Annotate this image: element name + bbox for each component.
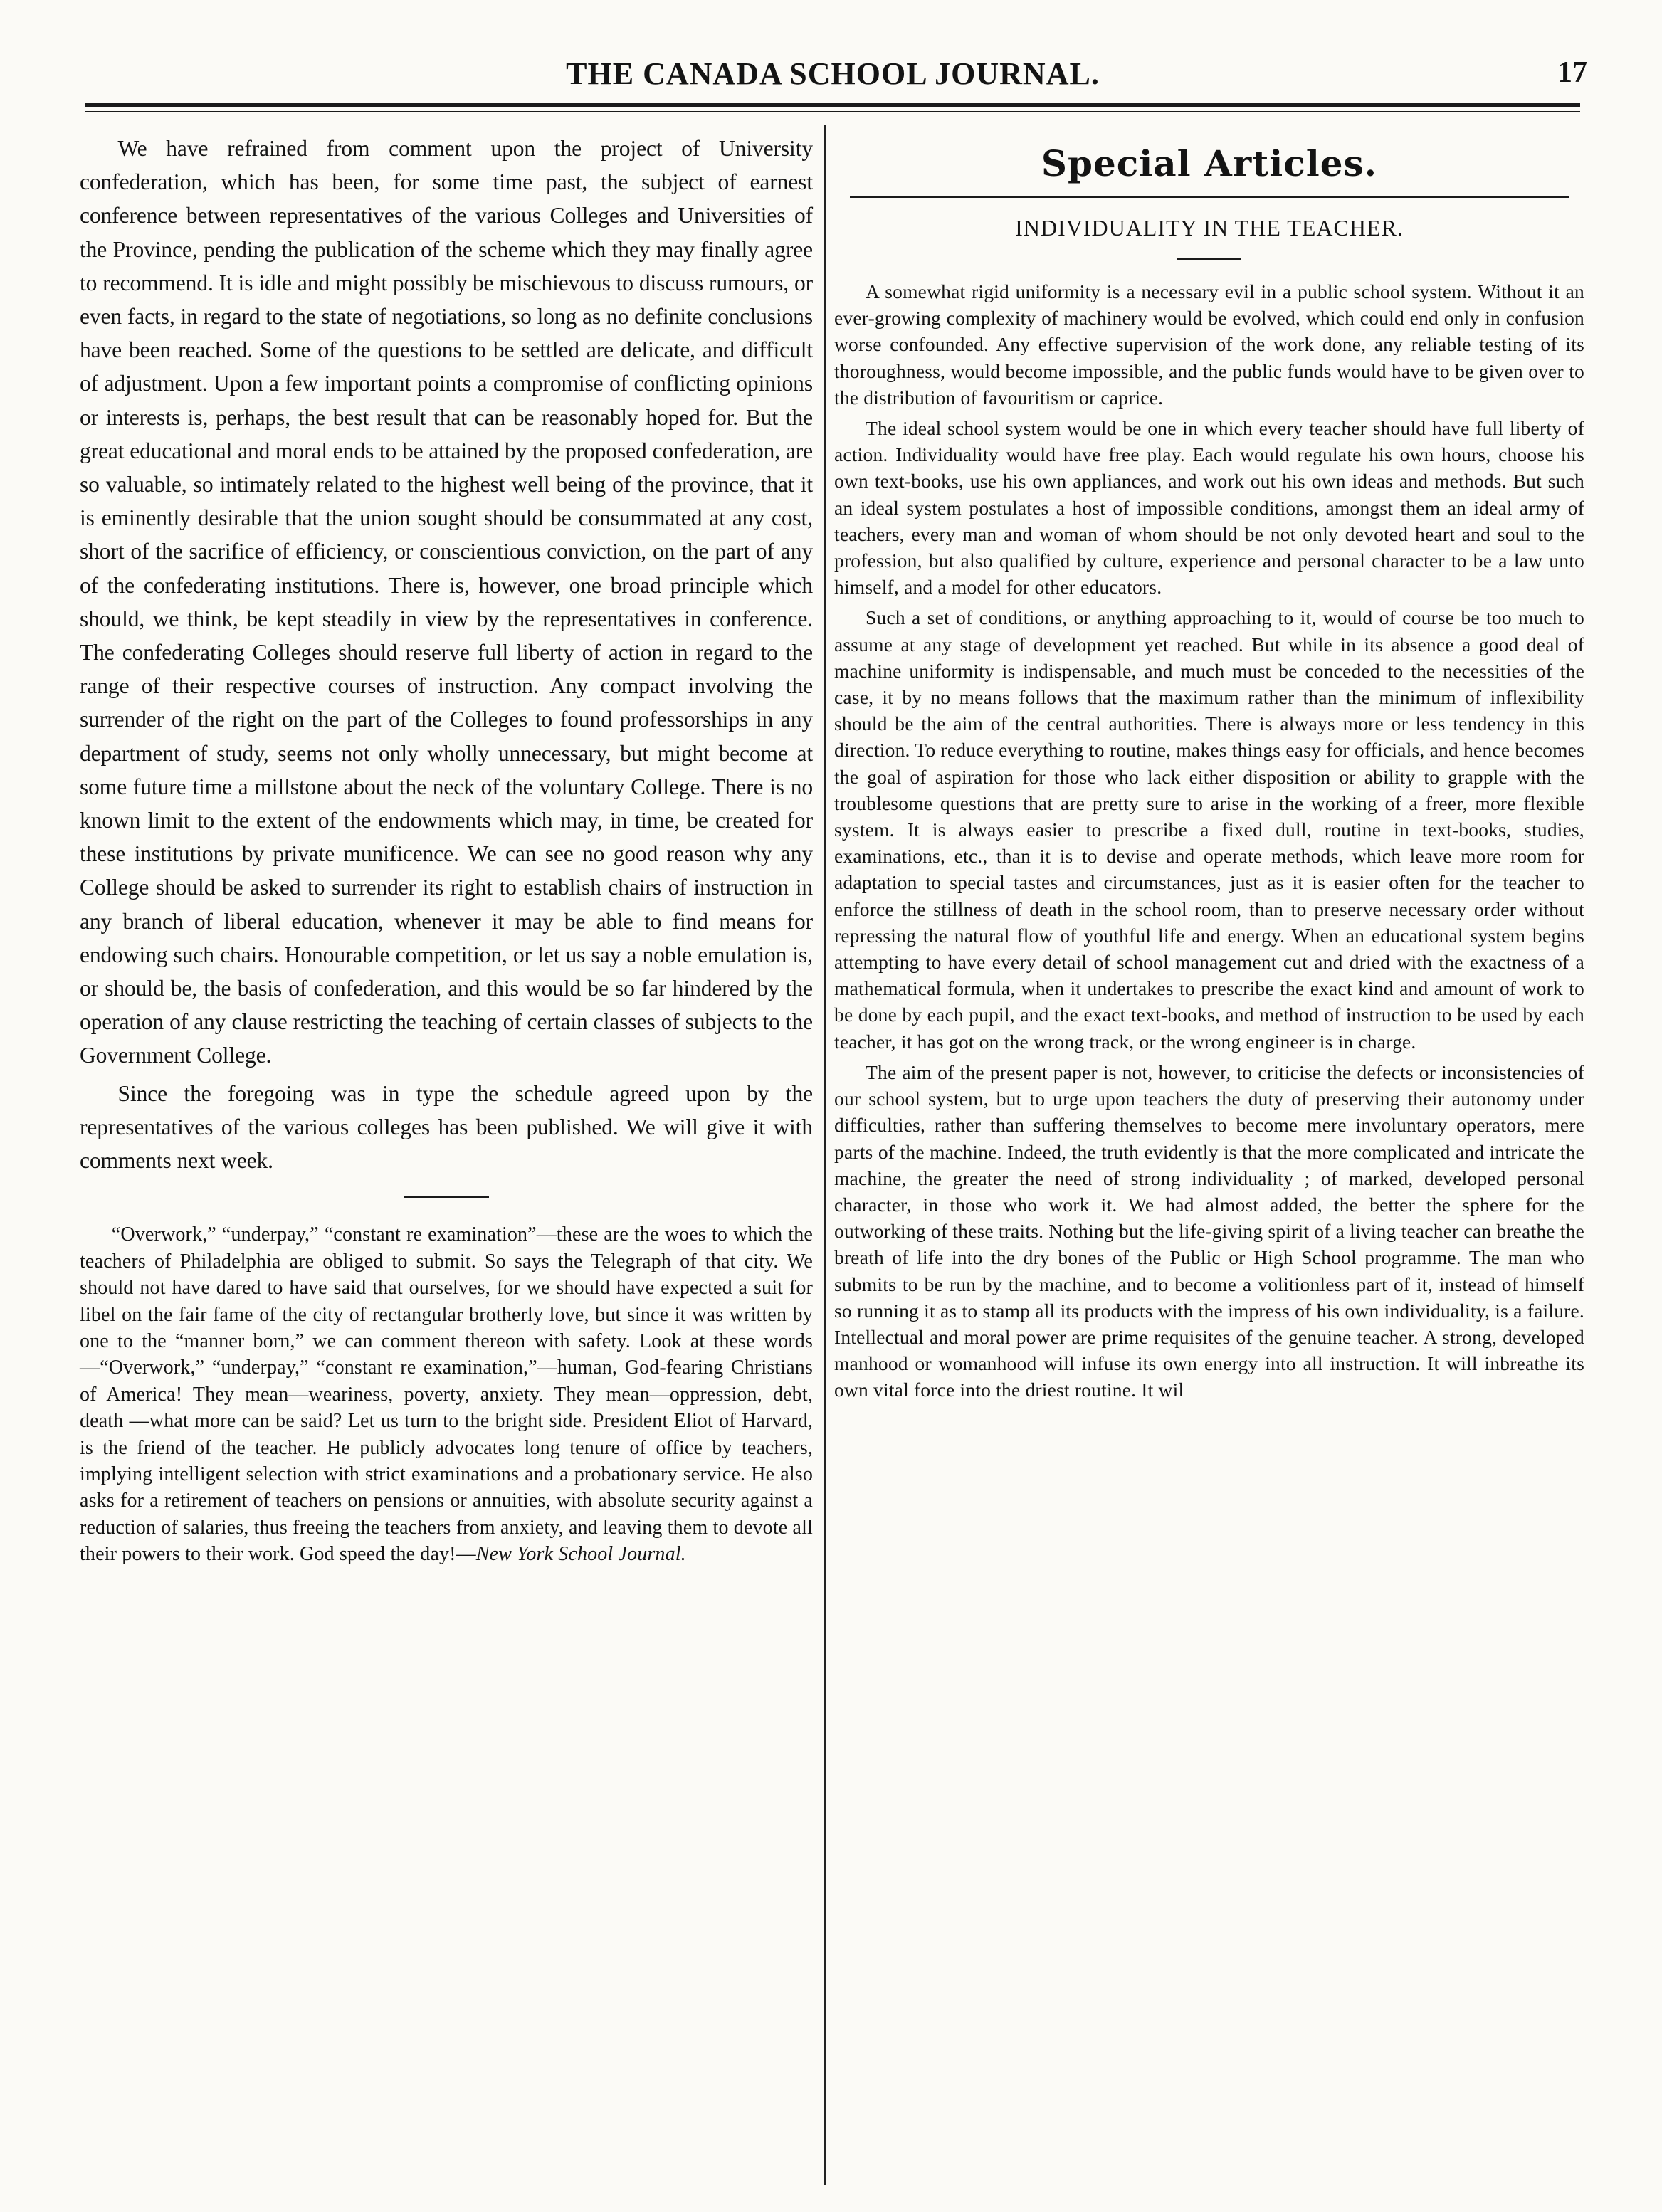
article-title: INDIVIDUALITY IN THE TEACHER. — [1015, 215, 1404, 241]
quote-paragraph — [80, 1221, 813, 1567]
editorial-paragraph: We have refrained from comment upon the project of University confederation, which has been, for some time past, the subject of earnest conference between representatives of the various Colleges and Universities of the Province, pending the publication of the scheme which they may finally agree to recommend. It is idle and might possibly be mischievous to discuss rumours, or even facts, in regard to the state of negotiations, so long as no definite conclusions have been reached. Some of the questions to be settled are delicate, and difficult of adjustment. Upon a few important points a compromise of conflicting opinions or interests is, perhaps, the best result that can be reasonably hoped for. But the great educational and moral ends to be attained by the proposed confederation, are so valuable, so intimately related to the highest well being of the province, that it is eminently desirable that the union sought should be consummated at any cost, short of the sacrifice of efficiency, or conscientious conviction, on the part of any of the confederating institutions. There is, however, one broad principle which should, we think, be kept steadily in view by the representatives in conference. The confederating Colleges should reserve full liberty of action in regard to the range of their respective courses of instruction. Any compact involving the surrender of the right on the part of the Colleges to found professorships in any department of study, seems not only wholly unnecessary, but might become at some future time a millstone about the neck of the voluntary College. There is no known limit to the extent of the endowments which may, in time, be created for these institutions by private munificence. We can see no good reason why any College should be asked to surrender its right to establish chairs of instruction in any branch of liberal education, whenever it may be able to find means for endowing such chairs. Honourable competition, or let us say a noble emulation is, or should be, the basis of confederation, and this would be so far hindered by the operation of any clause restricting the teaching of certain classes of subjects to the Government College. — [80, 136, 814, 1068]
article-paragraph: A somewhat rigid uniformity is a necessary evil in a public school system. Without it an ever-growing complexity of machinery would be evolved, which could end only in confusion worse confounded. Any effective supervision of the work done, any reliable testing of its thoroughness, would become impossible, and the public funds would have to be given over to the distribution of favouritism or caprice. — [834, 280, 1584, 409]
editorial-section — [80, 132, 813, 1177]
article-paragraph: Such a set of conditions, or anything approaching to it, would of course be too much to assume at any stage of development yet reached. But while in its absence a good deal of machine uniformity is indispensable, and much must be conceded to the necessities of the case, it by no means follows that the maximum rather than the minimum of inflexibility should be the aim of the central authorities. There is always more or less tendency in this direction. To reduce everything to routine, makes things easy for officials, and hence becomes the goal of aspiration for those who lack either disposition or ability to grapple with the troublesome questions that are pretty sure to arise in the working of a freer, more flexible system. It is always easier to prescribe a fixed dull, routine in text-books, studies, examinations, etc., than it is to devise and operate methods, which leave more room for adaptation to special tastes and circumstances, just as it is easier often for the teacher to enforce the stillness of death in the school room, than to preserve necessary order without repressing the natural flow of youthful life and energy. When an educational system begins attempting to have every detail of school management cut and dried with the exactness of a mathematical formula, when it undertakes to prescribe the exact kind and amount of work to be done by each pupil, and the exact text-books, and method of instruction to be used by each teacher, it has got on the wrong track, or the wrong engineer is in charge. — [834, 606, 1584, 1053]
title-rule — [1177, 258, 1241, 260]
header-rule-thick — [85, 103, 1580, 107]
right-column — [834, 132, 1584, 1408]
column-divider — [824, 125, 826, 2185]
page-header — [78, 56, 1587, 98]
page-number: 17 — [1557, 56, 1587, 89]
journal-title: THE CANADA SCHOOL JOURNAL. — [566, 56, 1100, 91]
left-column — [80, 132, 813, 1568]
article-paragraph: The ideal school system would be one in which every teacher should have full liberty of action. Individuality would have free play. Each would regulate his own hours, choose his own text-books, use his own appliances, and work out his own ideas and methods. But such an ideal system postulates a host of impossible conditions, amongst them an ideal army of teachers, every man and woman of whom should be not only devoted heart and soul to the profession, but also qualified by culture, experience and personal character to be a law unto himself, and a model for other educators. — [834, 417, 1584, 599]
editorial-paragraph: Since the foregoing was in type the schedule agreed upon by the representatives of the various colleges has been published. We will give it with comments next week. — [80, 1080, 813, 1174]
section-heading: Special Articles. — [1041, 142, 1378, 184]
article-paragraph: The aim of the present paper is not, however, to criticise the defects or inconsistencies of our school system, but to urge upon teachers the duty of preserving their autonomy under difficulties, rather than suffering themselves to become mere involuntary operators, mere parts of the machine. Indeed, the truth evidently is that the more complicated and intricate the machine, the greater the need of strong individuality ; of marked, developed personal character, in those who work it. We had almost added, the better the sphere for the outworking of these traits. Nothing but the life-giving spirit of a living teacher can breathe the breath of life into the dry bones of the Public or High School programme. The man who submits to be run by the machine, and to become a volitionless part of it, instead of himself so running it as to stamp all its products with the impress of his own individuality, is a failure. Intellectual and moral power are prime requisites of the genuine teacher. A strong, developed manhood or womanhood will infuse its own energy into all instruction. It will inbreathe its own vital force into the driest routine. It wil — [834, 1060, 1584, 1401]
quote-text: “Overwork,” “underpay,” “constant re examination”—these are the woes to which the teachers of Philadelphia are obliged to submit. So says the Telegraph of that city. We should not have dared to have said that ourselves, for we should have expected a suit for libel on the fair fame of the city of rectangular brotherly love, but since it was written by one to the “manner born,” we can comment thereon with safety. Look at these words—“Overwork,” “underpay,” “constant re examination,”—human, God-fearing Christians of America! They mean—weariness, poverty, anxiety. They mean—oppression, debt, death —what more can be said? Let us turn to the bright side. President Eliot of Harvard, is the friend of the teacher. He publicly advocates long tenure of office by teachers, implying intelligent selection with strict examinations and a probationary service. He also asks for a retirement of teachers on pensions or annuities, with absolute security against a reduction of salaries, thus freeing the teachers from anxiety, and leaving them to devote all their powers to their work. God speed the day!— — [80, 1223, 813, 1566]
article-body — [834, 278, 1584, 1403]
quote-source: New York School Journal. — [475, 1543, 686, 1566]
quoted-item — [80, 1221, 813, 1567]
section-separator — [80, 1184, 813, 1206]
header-rule-thin — [85, 111, 1580, 112]
section-heading-rule — [850, 196, 1569, 198]
